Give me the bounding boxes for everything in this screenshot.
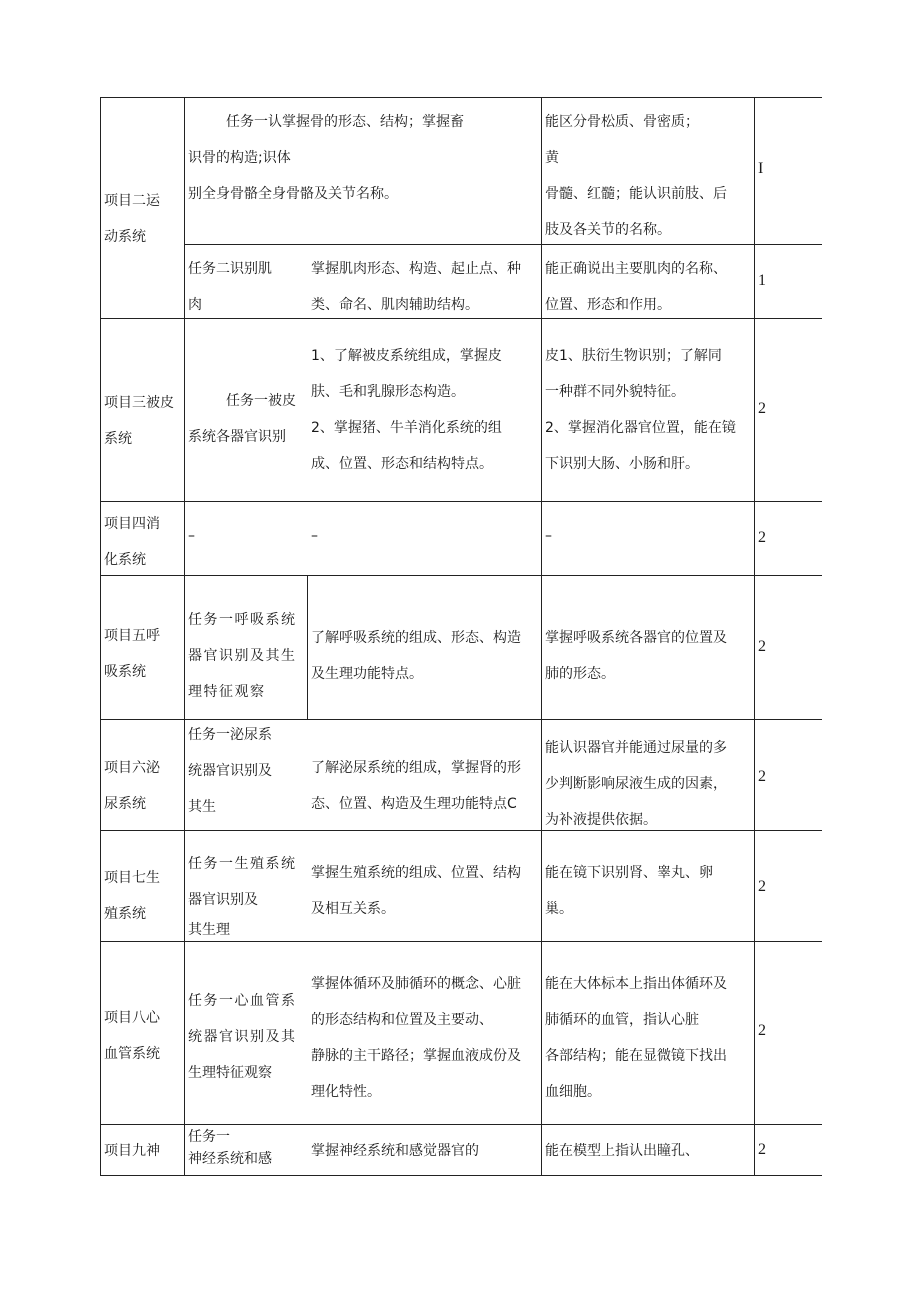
hours-cell: 2 [758, 1141, 766, 1158]
project-cell: 项目七生 殖系统 [104, 870, 160, 922]
table-border-left [100, 97, 101, 1176]
hours-cell: I [758, 160, 764, 177]
column-divider-project [184, 97, 185, 1176]
skill-cell: 能认识器官并能通过尿量的多 少判断影响尿液生成的因素， 为补液提供依据。 [545, 740, 727, 828]
skill-cell: 能在模型上指认出瞳孔、 [545, 1143, 699, 1159]
task-cell: 任务一呼吸系统 器官识别及其生 理特征观察 [188, 612, 297, 700]
hours-cell: 2 [758, 768, 766, 785]
column-divider-content [541, 97, 542, 1176]
content-cell: 掌握生殖系统的组成、位置、结构 及相互关系。 [311, 865, 521, 917]
skill-cell: – [545, 528, 552, 544]
task-cell: 任务一 神经系统和感 [188, 1129, 272, 1167]
row-divider [100, 501, 822, 502]
project-cell: 项目三被皮 系统 [104, 395, 174, 447]
project-cell: 项目六泌 尿系统 [104, 760, 160, 812]
content-cell: 了解泌尿系统的组成，掌握肾的形 态、位置、构造及生理功能特点C [311, 760, 521, 812]
row-divider [100, 97, 822, 98]
project-cell: 项目四消 化系统 [104, 516, 160, 568]
row-divider [100, 575, 822, 576]
column-divider-task [307, 575, 308, 719]
hours-cell: 2 [758, 878, 766, 895]
hours-cell: 2 [758, 400, 766, 417]
hours-cell: 2 [758, 638, 766, 655]
task-cell: 任务一生殖系统 器官识别及 其生理 [188, 856, 297, 938]
content-cell: 了解呼吸系统的组成、形态、构造 及生理功能特点。 [311, 630, 521, 682]
skill-cell: 掌握呼吸系统各器官的位置及 肺的形态。 [545, 630, 727, 682]
content-cell: – [311, 528, 318, 544]
task-cell: – [188, 528, 195, 544]
project-cell: 项目五呼 吸系统 [104, 628, 160, 680]
content-cell: 掌握神经系统和感觉器官的 [311, 1143, 479, 1159]
project-cell: 项目九神 [104, 1143, 160, 1159]
hours-cell: 2 [758, 529, 766, 546]
hours-cell: 2 [758, 1022, 766, 1039]
skill-cell: 能区分骨松质、骨密质； 黄 骨髓、红髓；能认识前肢、后 肢及各关节的名称。 [545, 114, 727, 238]
task-cell: 任务二识别肌 肉 [188, 261, 272, 313]
hours-cell: 1 [758, 272, 766, 289]
row-divider [100, 1124, 822, 1125]
content-cell: 掌握体循环及肺循环的概念、心脏 的形态结构和位置及主要动、 静脉的主干路径；掌握血液成份及 理化特性。 [311, 976, 521, 1100]
content-cell: 1、了解被皮系统组成，掌握皮 肤、毛和乳腺形态构造。 2、掌握猪、牛羊消化系统的组 成、位置、形态和结构特点。 [311, 348, 502, 472]
task-cell: 任务一心血管系 统器官识别及其 生理特征观察 [188, 993, 297, 1081]
skill-cell: 皮1、肤衍生物识别；了解同 一种群不同外貌特征。 2、掌握消化器官位置，能在镜 下识别大肠、小肠和肝。 [545, 348, 736, 472]
table-border-bottom [100, 1175, 822, 1176]
project-cell: 项目二运 动系统 [104, 193, 160, 245]
content-cell: 掌握肌肉形态、构造、起止点、种 类、命名、肌肉辅助结构。 [311, 261, 521, 313]
skill-cell: 能在镜下识别肾、睾丸、卵 巢。 [545, 865, 713, 917]
task-cell: 任务一被皮 系统各器官识别 [188, 393, 296, 445]
task-cell: 任务一泌尿系 统器官识别及 其生 [188, 727, 272, 815]
skill-cell: 能正确说出主要肌肉的名称、 位置、形态和作用。 [545, 261, 727, 313]
task-cell: 任务一认掌握骨的形态、结构；掌握畜 识骨的构造;识体 别全身骨骼全身骨骼及关节名称。 [188, 114, 464, 202]
skill-cell: 能在大体标本上指出体循环及 肺循环的血管，指认心脏 各部结构；能在显微镜下找出 血细胞。 [545, 976, 727, 1100]
column-divider-hours [754, 97, 755, 1176]
project-cell: 项目八心 血管系统 [104, 1010, 160, 1062]
